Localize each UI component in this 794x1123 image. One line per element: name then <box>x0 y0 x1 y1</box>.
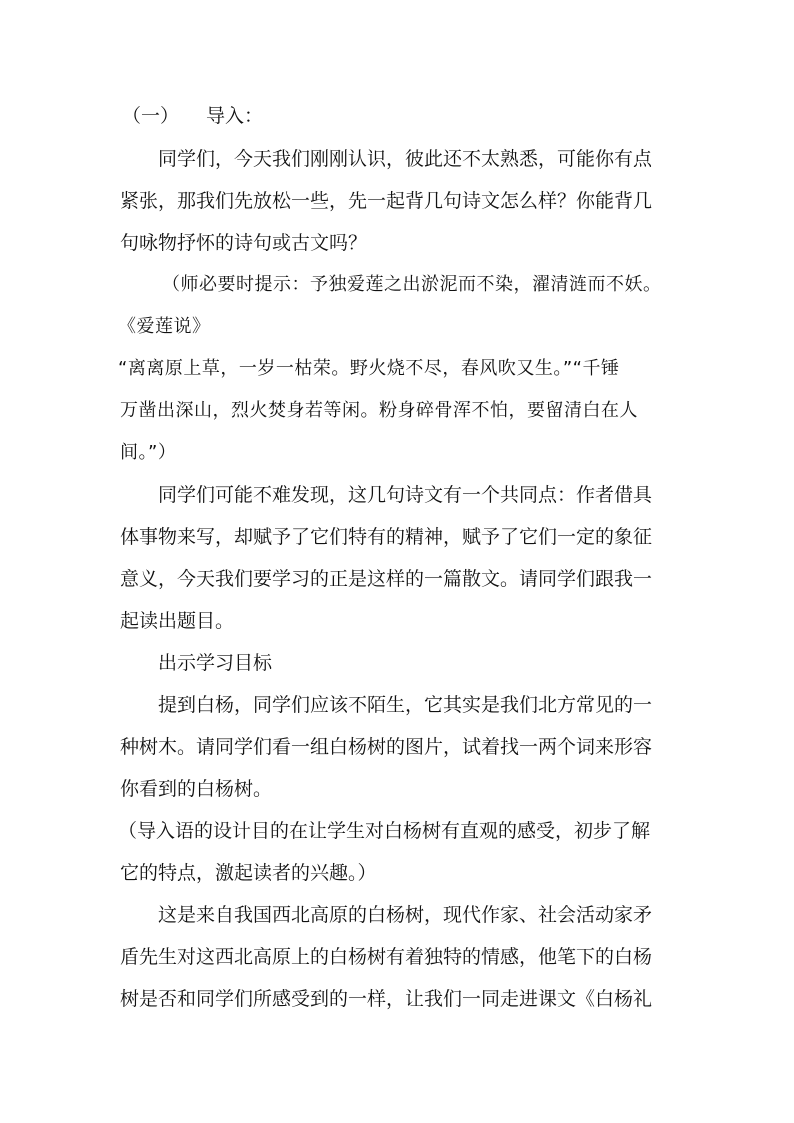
note-line: 它的特点，激起读者的兴趣。） <box>120 862 377 884</box>
section-heading: 导入： <box>206 105 264 127</box>
paragraph-line: 种树木。请同学们看一组白杨树的图片，试着找一两个词来形容 <box>120 736 653 758</box>
paragraph-line: 同学们，今天我们刚刚认识，彼此还不太熟悉，可能你有点 <box>158 148 653 170</box>
paragraph-line: 紧张，那我们先放松一些，先一起背几句诗文怎么样？你能背几 <box>120 190 653 212</box>
paragraph-line: 起读出题目。 <box>120 610 235 632</box>
paragraph-line: 你看到的白杨树。 <box>120 778 273 800</box>
hint-line: 《爱莲说》 <box>118 316 211 337</box>
paragraph-line: 盾先生对这西北高原上的白杨树有着独特的情感，他笔下的白杨 <box>120 946 653 968</box>
hint-line: （师必要时提示：予独爱莲之出淤泥而不染，濯清涟而不妖。 <box>162 274 662 295</box>
paragraph-line: 树是否和同学们所感受到的一样，让我们一同走进课文《白杨礼 <box>120 988 653 1010</box>
paragraph-line: 这是来自我国西北高原的白杨树，现代作家、社会活动家矛 <box>158 904 653 926</box>
paragraph-line: 同学们可能不难发现，这几句诗文有一个共同点：作者借具 <box>158 484 653 506</box>
hint-line: 万凿出深山，烈火焚身若等闲。粉身碎骨浑不怕，要留清白在人 <box>120 400 638 421</box>
section-number: （一） <box>122 105 180 127</box>
paragraph-line: 意义，今天我们要学习的正是这样的一篇散文。请同学们跟我一 <box>120 568 653 590</box>
paragraph-line: 体事物来写，却赋予了它们特有的精神，赋予了它们一定的象征 <box>120 526 653 548</box>
note-line: （导入语的设计目的在让学生对白杨树有直观的感受，初步了解 <box>118 820 651 842</box>
hint-line: 间。”） <box>120 442 177 463</box>
objectives-label: 出示学习目标 <box>158 652 273 674</box>
hint-line: “离离原上草，一岁一枯荣。野火烧不尽，春风吹又生。”“千锤 <box>118 358 620 379</box>
paragraph-line: 句咏物抒怀的诗句或古文吗？ <box>120 232 368 254</box>
paragraph-line: 提到白杨，同学们应该不陌生，它其实是我们北方常见的一 <box>158 694 653 716</box>
